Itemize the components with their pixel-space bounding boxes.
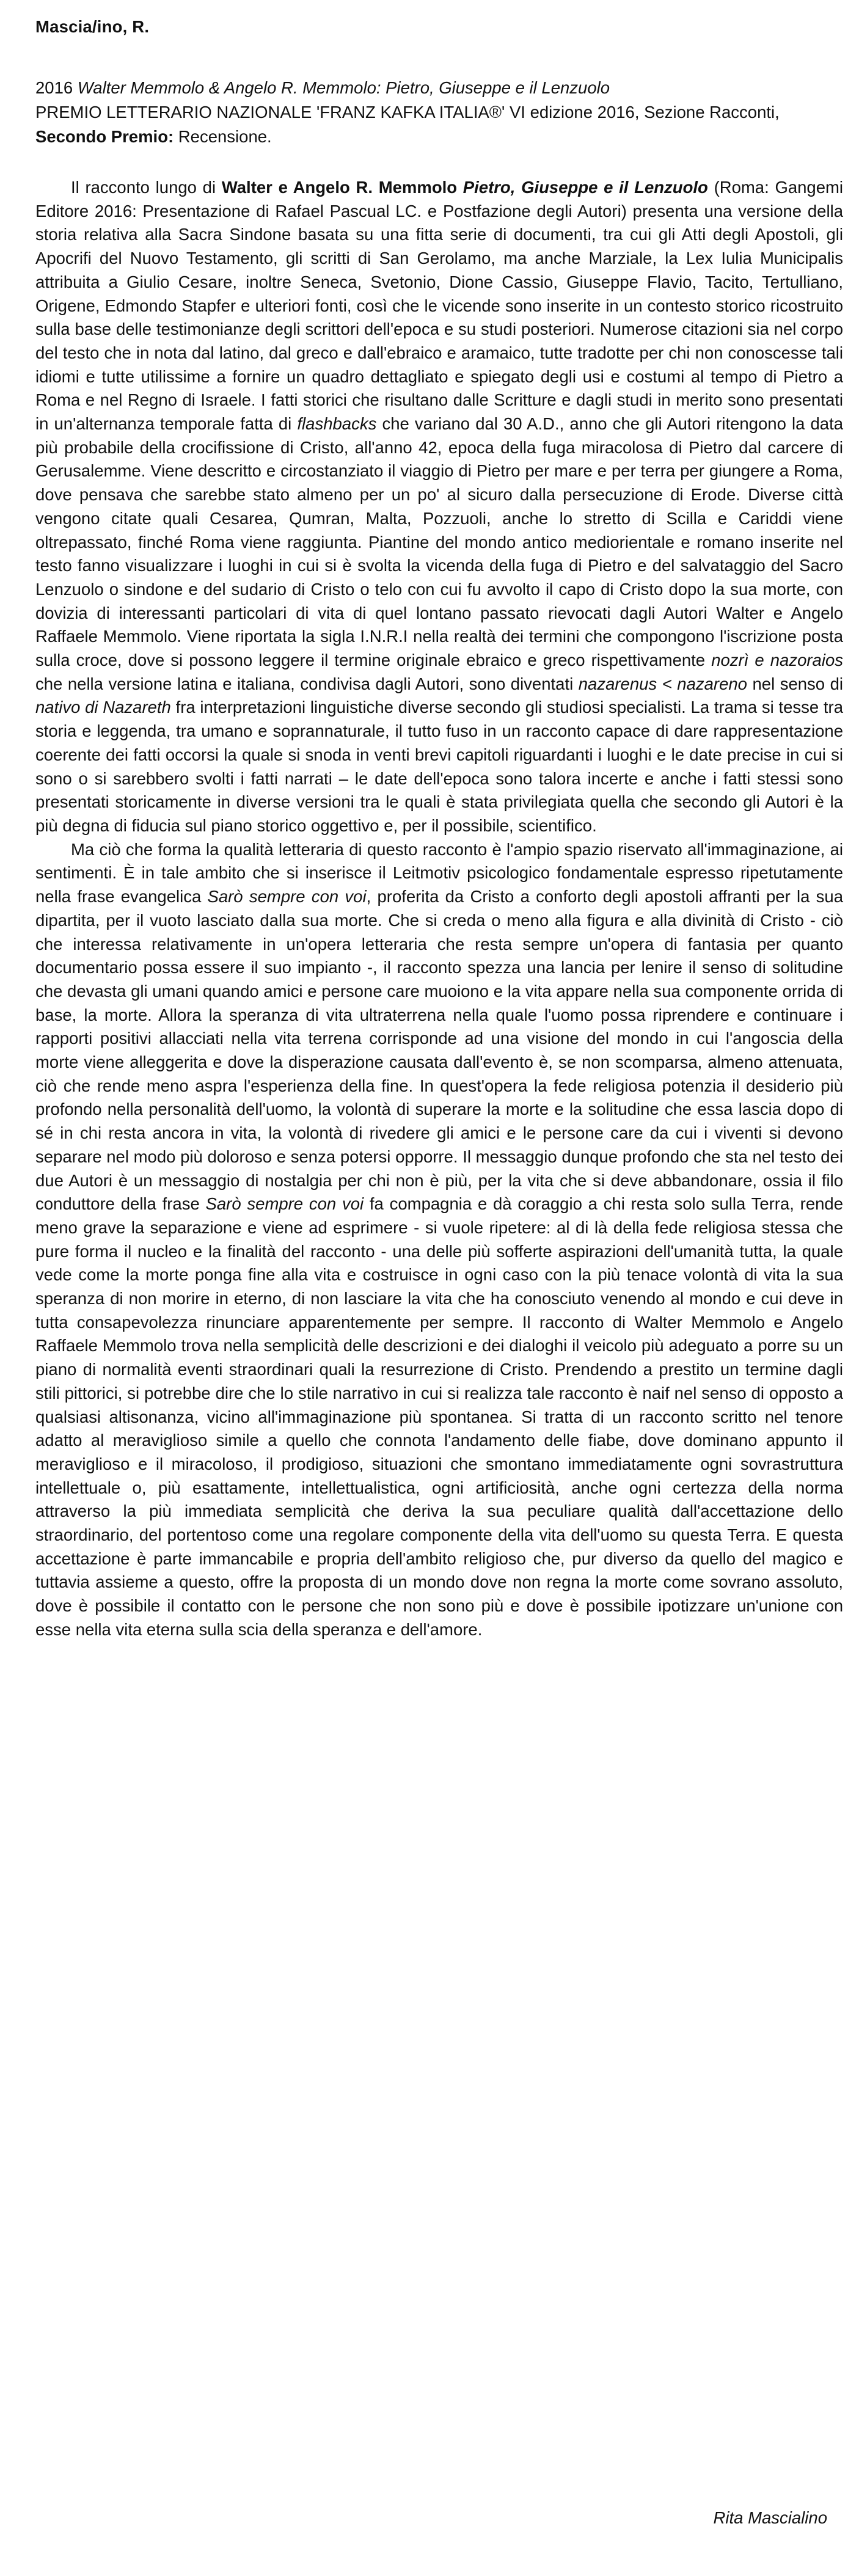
italic-term: nativo di Nazareth [35, 698, 171, 717]
citation-year: 2016 [35, 78, 73, 97]
book-title: Pietro, Giuseppe e il Lenzuolo [462, 178, 708, 197]
text-run: , proferita da Cristo a conforto degli apostoli affranti per la sua dipartita, per il vuoto lasciato dalla sua morte. Che si creda o meno alla figura e alla divinità di Cristo - ciò che interessa relativamente in un'opera letteraria che resta sempre un'opera di fantasia per quanto documentario possa essere il suo impianto -, il racconto spezza una lancia per lenire il senso di solitudine che devasta gli umani quando amici e persone care muoiono e la vita appare nella sua componente orrida di base, la morte. Allora la speranza di vita ultraterrena nella quale l'uomo possa riprendere e continuare i rapporti positivi allacciati nella vita terrena corrisponde ad una visione del mondo in cui l'angoscia della morte viene alleggerita e dove la disperazione causata dall'evento è, se non scomparsa, almeno attenuata, ciò che rende meno aspra l'esperienza della fine. In quest'opera la fede religiosa potenzia il desiderio più profondo nella personalità dell'uomo, la volontà di superare la morte e la solitudine che essa lascia dopo di sé in chi resta ancora in vita, la volontà di rivedere gli amici e le persone care da cui i viventi si devono separare nel modo più doloroso e senza potersi opporre. Il messaggio dunque profondo che sta nel testo dei due Autori è un messaggio di nostalgia per chi non è più, per la vita che si deve abbandonare, ossia il filo conduttore della frase [35, 887, 844, 1214]
italic-phrase: Sarò sempre con voi [205, 1194, 364, 1214]
text-run: fra interpretazioni linguistiche diverse secondo gli studiosi specialisti. La trama si tesse tra storia e leggenda, tra umano e soprannaturale, il tutto fuso in un racconto capace di dare rappresentazione coerente dei fatti occorsi la quale si snoda in venti brevi capitoli riguardanti i luoghi e le date precise in cui si sono o si sarebbero svolti i fatti narrati – le date dell'epoca sono talora incerte e anche i fatti stessi sono presentati storicamente in diverse versioni tra le quali è stata privilegiata quella che secondo gli Autori è la più degna di fiducia sul piano storico oggettivo e, per il possibile, scientifico. [35, 698, 844, 835]
text-run: nel senso di [752, 674, 844, 693]
prize-text: PREMIO LETTERARIO NAZIONALE 'FRANZ KAFKA ITALIA®' VI edizione 2016, Sezione Racconti, [35, 103, 780, 122]
text-run: Il racconto lungo di [71, 178, 216, 197]
text-run: Ma ciò che forma la qualità letteraria di questo racconto è l'ampio spazio riservato all'immaginazione, ai sentimenti. È in tale ambito che si inserisce il Leitmotiv psicologico fondamentale espresso ripetutamente nella frase evangelica [35, 839, 843, 907]
authors-name: Walter e Angelo R. Memmolo [221, 178, 458, 197]
paragraph-2 [35, 838, 843, 1642]
prize-value: Recensione. [178, 127, 272, 146]
italic-term: flashbacks [297, 414, 377, 434]
author-heading: Mascia/ino, R. [35, 17, 150, 36]
italic-term: nozrì e nazoraios [711, 651, 843, 670]
signature: Rita Mascialino [713, 2508, 827, 2527]
review-body [35, 176, 843, 1642]
citation-block [35, 76, 843, 149]
citation-title: Walter Memmolo & Angelo R. Memmolo: Pietro, Giuseppe e il Lenzuolo [77, 78, 610, 97]
citation-line [35, 76, 843, 100]
text-run: (Roma: Gangemi Editore 2016: Presentazione di Rafael Pascual LC. e Postfazione degli Autori) presenta una versione della storia relativa alla Sacra Sindone basata su una fitta serie di documenti, tra cui gli Atti degli Apostoli, gli Apocrifi del Nuovo Testamento, gli scritti di San Gerolamo, ma anche Marziale, la Lex Iulia Municipalis attribuita a Giulio Cesare, inoltre Seneca, Svetonio, Dione Cassio, Giuseppe Flavio, Tacito, Tertulliano, Origene, Edmondo Stapfer e ulteriori fonti, così che le vicende sono inserite in un contesto storico ricostruito sulla base delle testimonianze degli scrittori dell'epoca e su studi posteriori. Numerose citazioni sia nel corpo del testo che in nota dal latino, dal greco e dall'ebraico e aramaico, tutte tradotte per chi non conoscesse tali idiomi e tutte utilissime a fornire un quadro dettagliato e spiegato degli usi e costumi al tempo di Pietro a Roma e nel Regno di Israele. I fatti storici che risultano dalle Scritture e dagli studi in merito sono presentati in un'alternanza temporale fatta di [35, 178, 844, 434]
text-run: fa compagnia e dà coraggio a chi resta solo sulla Terra, rende meno grave la separazione e viene ad esprimere - si vuole ripetere: al di là della fede religiosa stessa che pure forma il nucleo e la finalità del racconto - una delle più sofferte aspirazioni dell'umanità tutta, la quale vede come la morte ponga fine alla vita e costruisce in ogni caso con la più tenace volontà di vita la sua speranza di non morire in eterno, di non lasciare la vita che ha conosciuto venendo al mondo e cui deve in tutta consapevolezza rinunciare apparentemente per sempre. Il racconto di Walter Memmolo e Angelo Raffaele Memmolo trova nella semplicità delle descrizioni e dei dialoghi il veicolo più adeguato a porre su un piano di normalità eventi straordinari quali la resurrezione di Cristo. Prendendo a prestito un termine dagli stili pittorici, si potrebbe dire che lo stile narrativo in cui si realizza tale racconto è naif nel senso di opposto a qualsiasi altisonanza, vicino all'immaginazione più spontanea. Si tratta di un racconto scritto nel tenore adatto al meraviglioso simile a quello che connota l'andamento delle fiabe, dove dominano appunto il meraviglioso e il miracoloso, il prodigioso, situazioni che smontano immediatamente ogni sovrastruttura intellettuale o, più esattamente, intellettualistica, ogni artificiosità, anche ogni certezza della norma attraverso la più immediata semplicità che deriva la sua peculiare qualità dall'accettazione dello straordinario, del portentoso come una regolare componente della vita dell'uomo su questa Terra. E questa accettazione è parte immancabile e propria dell'ambito religioso che, pur diverso da quello del magico e tuttavia assieme a questo, offre la proposta di un mondo dove non regna la morte come sovrano assoluto, dove è possibile il contatto con le persone che non sono più e dove è possibile ipotizzare un'unione con esse nella vita eterna sulla scia della speranza e dell'amore. [35, 1194, 844, 1639]
paragraph-1 [35, 176, 843, 838]
text-run: che nella versione latina e italiana, condivisa dagli Autori, sono diventati [35, 674, 574, 693]
text-run: che variano dal 30 A.D., anno che gli Autori ritengono la data più probabile della crocifissione di Cristo, all'anno 42, epoca della fuga miracolosa di Pietro dal carcere di Gerusalemme. Viene descritto e circostanziato il viaggio di Pietro per mare e per terra per giungere a Roma, dove pensava che sarebbe stato almeno per un po' al sicuro dalla persecuzione di Erode. Diverse città vengono citate quali Cesarea, Qumran, Malta, Pozzuoli, anche lo stretto di Scilla e Cariddi viene oltrepassato, finché Roma viene raggiunta. Piantine del mondo antico mediorientale e romano inserite nel testo fanno visualizzare i luoghi in cui si è svolta la vicenda della fuga di Pietro e del salvataggio del Sacro Lenzuolo o sindone e del sudario di Cristo o telo con cui fu avvolto il capo di Cristo dopo la sua morte, con dovizia di interessanti particolari di vita di quel lontano passato rievocati dagli Autori Walter e Angelo Raffaele Memmolo. Viene riportata la sigla I.N.R.I nella realtà dei termini che compongono l'iscrizione posta sulla croce, dove si possono leggere il termine originale ebraico e greco rispettivamente [35, 414, 843, 670]
italic-phrase: Sarò sempre con voi [207, 887, 367, 907]
prize-label: Secondo Premio: [35, 127, 174, 146]
italic-term: nazarenus < nazareno [578, 674, 747, 693]
prize-line [35, 100, 843, 149]
